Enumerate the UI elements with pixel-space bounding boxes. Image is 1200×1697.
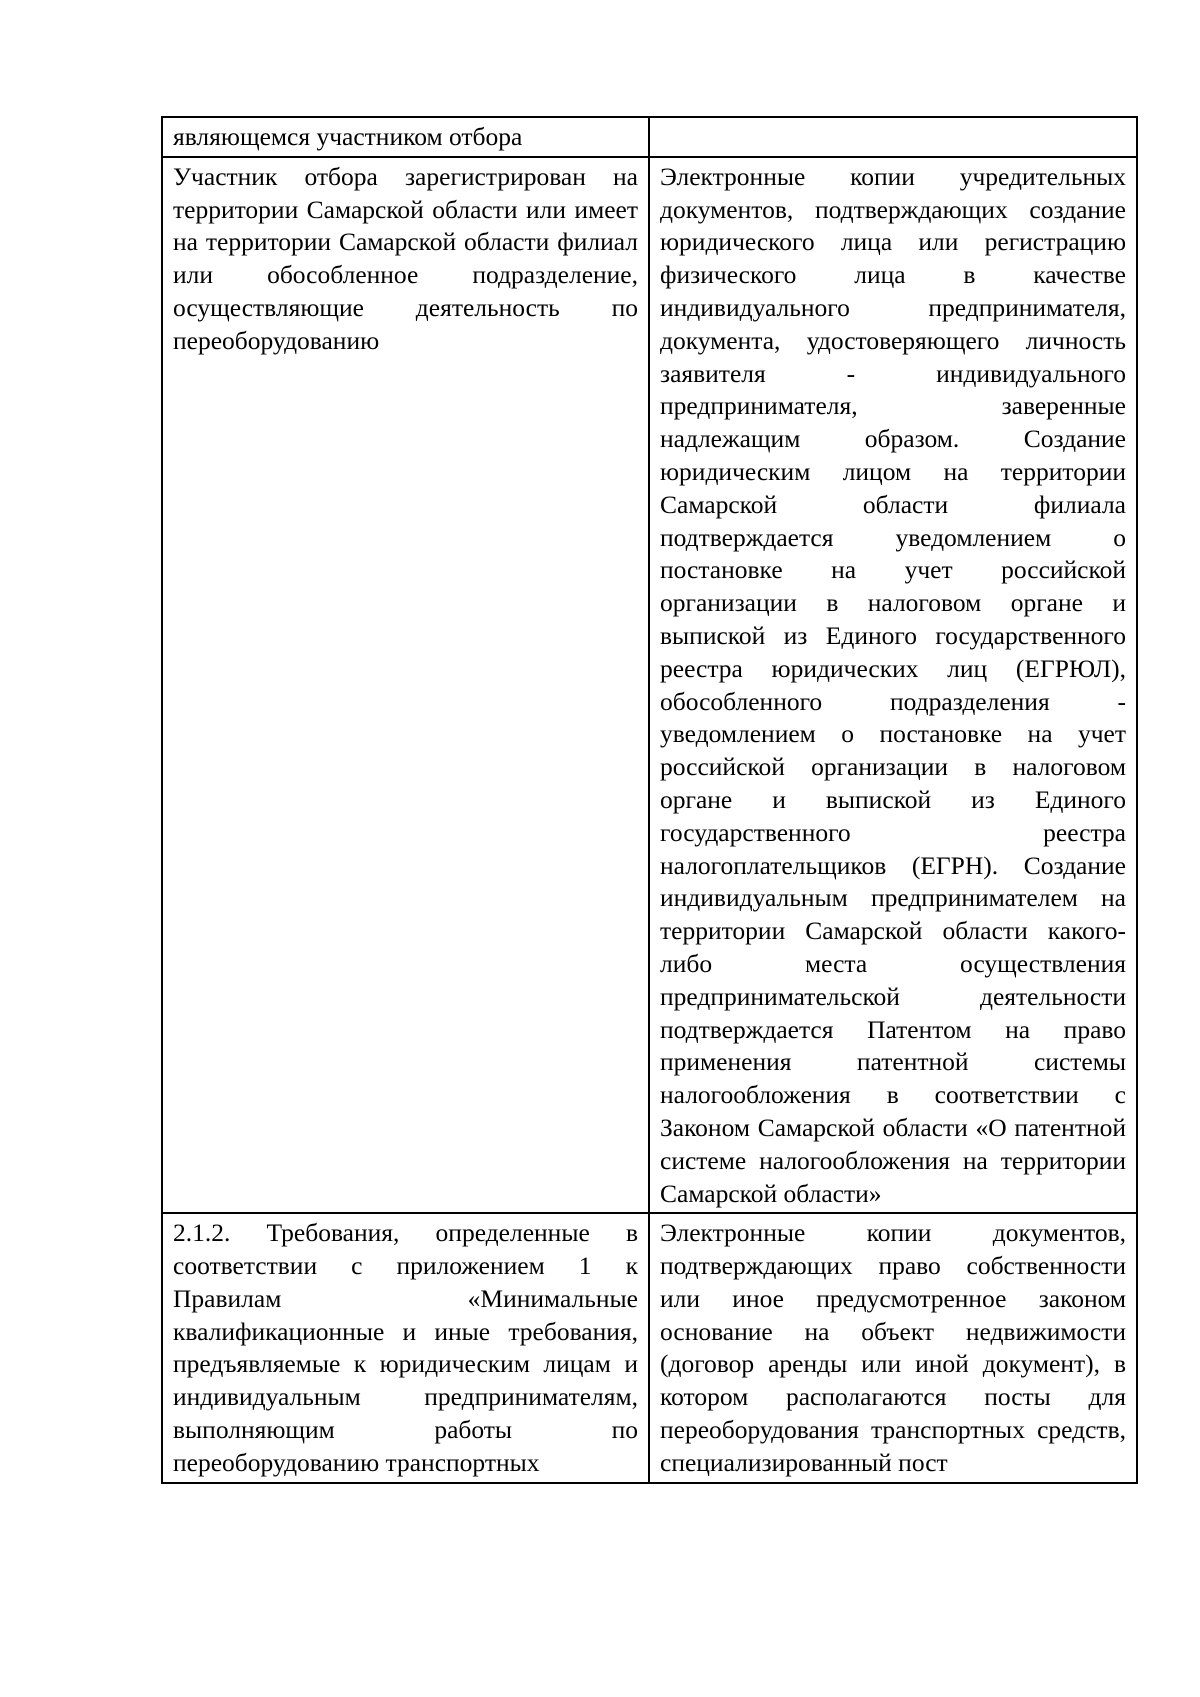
criterion-cell <box>162 1213 649 1482</box>
criterion-cell <box>162 117 649 157</box>
criterion-cell <box>162 157 649 1214</box>
table-row <box>162 117 1137 157</box>
criterion-text: являющемся участником отбора <box>173 122 523 151</box>
criterion-text: Участник отбора зарегистрирован на территории Самарской области или имеет на территории Самарской области филиал или обособленное подразделение, осуществляющие деятельность по переоборудованию <box>173 161 638 355</box>
documents-cell <box>649 157 1137 1214</box>
criterion-text: 2.1.2. Требования, определенные в соответствии с приложением 1 к Правилам «Минимальные квалификационные и иные требования, предъявляемые к юридическим лицам и индивидуальным предпринимателям, выполняющим работы по переоборудованию транспортных <box>173 1218 638 1477</box>
table-row <box>162 1213 1137 1482</box>
requirements-table <box>161 116 1138 1484</box>
documents-text: Электронные копии учредительных документов, подтверждающих создание юридического лица или регистрацию физического лица в качестве индивидуального предпринимателя, документа, удостоверяющего личность заявителя - индивидуального предпринимателя, заверенные надлежащим образом. Создание юридическим лицом на территории Самарской области филиала подтверждается уведомлением о постановке на учет российской организации в налоговом органе и выпиской из Единого государственного реестра юридических лиц (ЕГРЮЛ), обособленного подразделения - уведомлением о постановке на учет российской организации в налоговом органе и выпиской из Единого государственного реестра налогоплательщиков (ЕГРН). Создание индивидуальным предпринимателем на территории Самарской области какого-либо места осуществления предпринимательской деятельности подтверждается Патентом на право применения патентной системы налогообложения в соответствии с Законом Самарской области «О патентной системе налогообложения на территории Самарской области» <box>660 161 1126 1208</box>
documents-cell <box>649 1213 1137 1482</box>
table-row <box>162 157 1137 1214</box>
documents-text: Электронные копии документов, подтверждающих право собственности или иное предусмотренное законом основание на объект недвижимости (договор аренды или иной документ), в котором располагаются посты для переоборудования транспортных средств, специализированный пост <box>660 1218 1126 1477</box>
documents-cell <box>649 117 1137 157</box>
